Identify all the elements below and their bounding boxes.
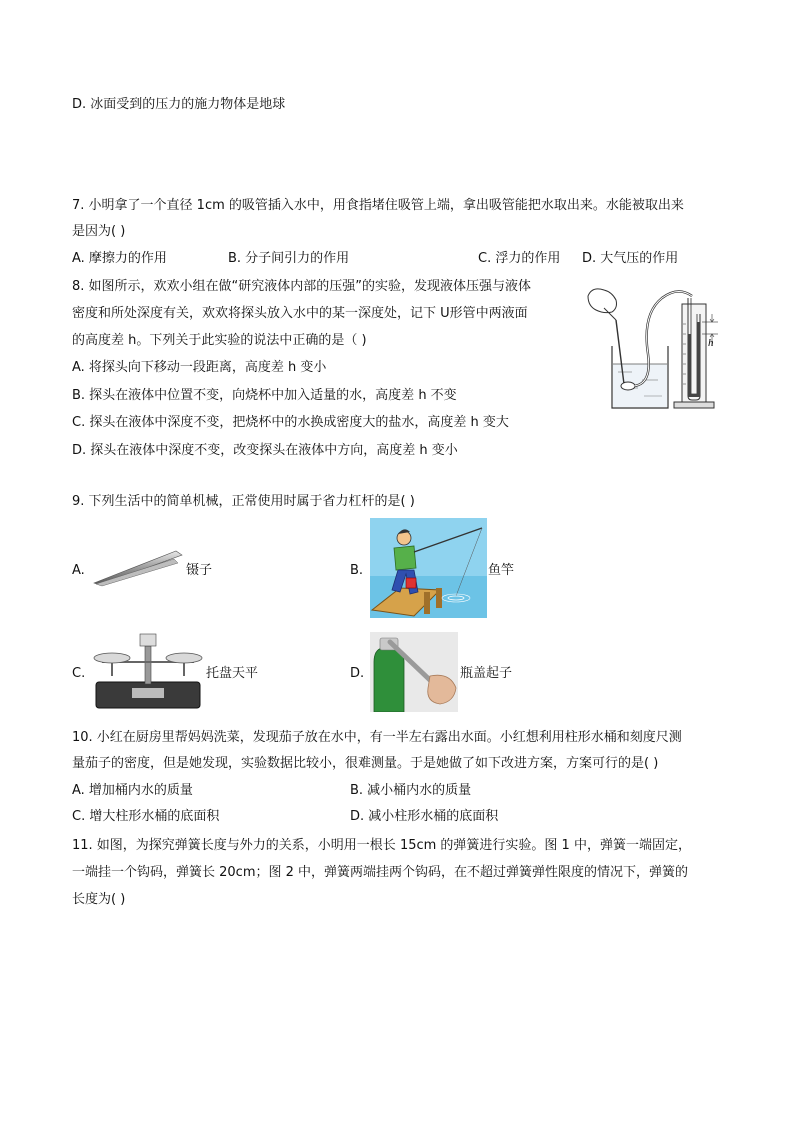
q8-option-c: C. 探头在液体中深度不变，把烧杯中的水换成密度大的盐水，高度差 h 变大	[72, 415, 509, 430]
balance-scale-image	[92, 632, 204, 712]
q9-label-d: 瓶盖起子	[460, 666, 513, 681]
q11-stem-line2: 一端挂一个钩码，弹簧长 20cm；图 2 中，弹簧两端挂两个钩码，在不超过弹簧弹性限度的情况下，弹簧的	[72, 865, 689, 880]
q9-letter-a: A.	[72, 563, 85, 578]
q8-option-b: B. 探头在液体中位置不变，向烧杯中加入适量的水，高度差 h 不变	[72, 388, 457, 403]
q10-option-a: A. 增加桶内水的质量	[72, 783, 193, 798]
q6-option-d: D. 冰面受到的压力的施力物体是地球	[72, 97, 286, 112]
q8-stem-line2: 密度和所处深度有关，欢欢将探头放入水中的某一深度处，记下 U形管中两液面	[72, 306, 528, 321]
q9-label-a: 镊子	[186, 563, 213, 578]
q10-option-c: C. 增大柱形水桶的底面积	[72, 809, 220, 824]
q11-stem-line3: 长度为( )	[72, 892, 126, 907]
q7-stem-line2: 是因为( )	[72, 224, 126, 239]
q10-stem-line2: 量茄子的密度，但是她发现，实验数据比较小，很难测量。于是她做了如下改进方案，方案可行的是( )	[72, 756, 659, 771]
u-tube-manometer-figure	[582, 284, 732, 412]
bottle-opener-image	[370, 632, 458, 712]
q8-option-a: A. 将探头向下移动一段距离，高度差 h 变小	[72, 360, 327, 375]
q7-stem-line1: 7. 小明拿了一个直径 1cm 的吸管插入水中，用食指堵住吸管上端，拿出吸管能把水取出来。水能被取出来	[72, 198, 684, 213]
tweezers-image	[92, 545, 184, 587]
q8-stem-line1: 8. 如图所示，欢欢小组在做“研究液体内部的压强”的实验，发现液体压强与液体	[72, 279, 532, 294]
q10-option-b: B. 减小桶内水的质量	[350, 783, 472, 798]
q9-label-b: 鱼竿	[488, 563, 515, 578]
q9-letter-c: C.	[72, 666, 86, 681]
fishing-rod-image	[370, 518, 487, 618]
q10-option-d: D. 减小柱形水桶的底面积	[350, 809, 499, 824]
q7-option-c: C. 浮力的作用	[478, 251, 561, 266]
q7-option-d: D. 大气压的作用	[582, 251, 679, 266]
q10-stem-line1: 10. 小红在厨房里帮妈妈洗菜，发现茄子放在水中，有一半左右露出水面。小红想利用柱形水桶和刻度尺测	[72, 730, 682, 745]
q9-label-c: 托盘天平	[206, 666, 259, 681]
q9-letter-b: B.	[350, 563, 364, 578]
q11-stem-line1: 11. 如图，为探究弹簧长度与外力的关系，小明用一根长 15cm 的弹簧进行实验。图 1 中，弹簧一端固定，	[72, 838, 691, 853]
q8-stem-line3: 的高度差 h。下列关于此实验的说法中正确的是（ )	[72, 333, 367, 348]
q8-option-d: D. 探头在液体中深度不变，改变探头在液体中方向，高度差 h 变小	[72, 443, 458, 458]
h-label: h	[708, 337, 714, 349]
q7-option-a: A. 摩擦力的作用	[72, 251, 167, 266]
q7-option-b: B. 分子间引力的作用	[228, 251, 350, 266]
q9-letter-d: D.	[350, 666, 365, 681]
q9-stem: 9. 下列生活中的简单机械，正常使用时属于省力杠杆的是( )	[72, 494, 415, 509]
